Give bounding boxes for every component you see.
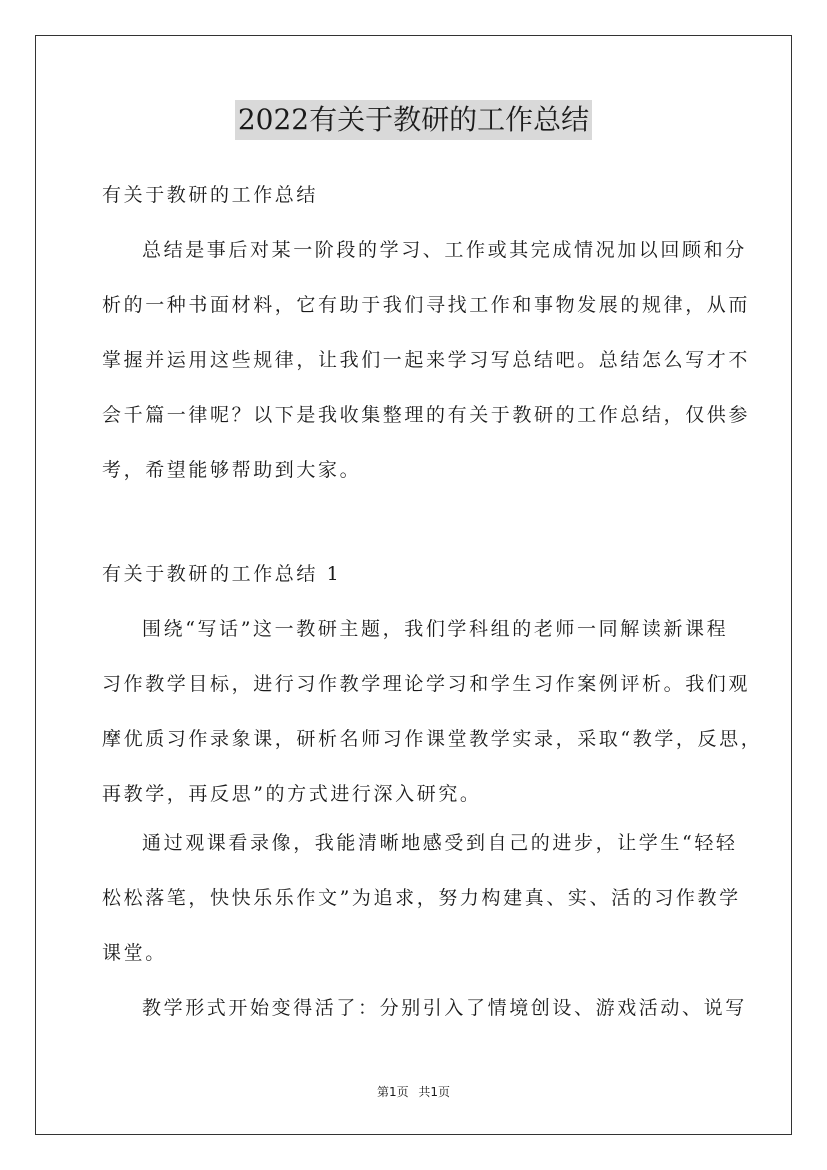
intro-line: 析的一种书面材料，它有助于我们寻找工作和事物发展的规律，从而 xyxy=(102,294,751,316)
paragraph-line: 通过观课看录像，我能清晰地感受到自己的进步，让学生“轻轻 xyxy=(142,832,738,854)
paragraph-line: 习作教学目标，进行习作教学理论学习和学生习作案例评析。我们观 xyxy=(102,673,751,695)
intro-line: 会千篇一律呢？以下是我收集整理的有关于教研的工作总结，仅供参 xyxy=(102,404,751,426)
paragraph-line: 再教学，再反思”的方式进行深入研究。 xyxy=(102,783,482,805)
paragraph-line: 围绕“写话”这一教研主题，我们学科组的老师一同解读新课程 xyxy=(142,618,729,640)
paragraph-line: 摩优质习作录象课，研析名师习作课堂教学实录，采取“教学，反思， xyxy=(102,728,763,750)
paragraph-line: 教学形式开始变得活了：分别引入了情境创设、游戏活动、说写 xyxy=(142,997,747,1019)
section-heading: 有关于教研的工作总结 1 xyxy=(102,563,342,585)
document-title: 2022有关于教研的工作总结 xyxy=(235,100,592,140)
intro-line: 考，希望能够帮助到大家。 xyxy=(102,459,362,481)
document-subtitle: 有关于教研的工作总结 xyxy=(102,184,319,206)
paragraph-line: 松松落笔，快快乐乐作文”为追求，努力构建真、实、活的习作教学 xyxy=(102,887,741,909)
intro-line: 总结是事后对某一阶段的学习、工作或其完成情况加以回顾和分 xyxy=(142,239,747,261)
paragraph-line: 课堂。 xyxy=(102,942,167,964)
intro-line: 掌握并运用这些规律，让我们一起来学习写总结吧。总结怎么写才不 xyxy=(102,349,751,371)
page-footer xyxy=(0,1083,827,1100)
title-wrap xyxy=(0,100,827,140)
page-number: 第1页 xyxy=(376,1085,409,1099)
page-total: 共1页 xyxy=(418,1085,451,1099)
